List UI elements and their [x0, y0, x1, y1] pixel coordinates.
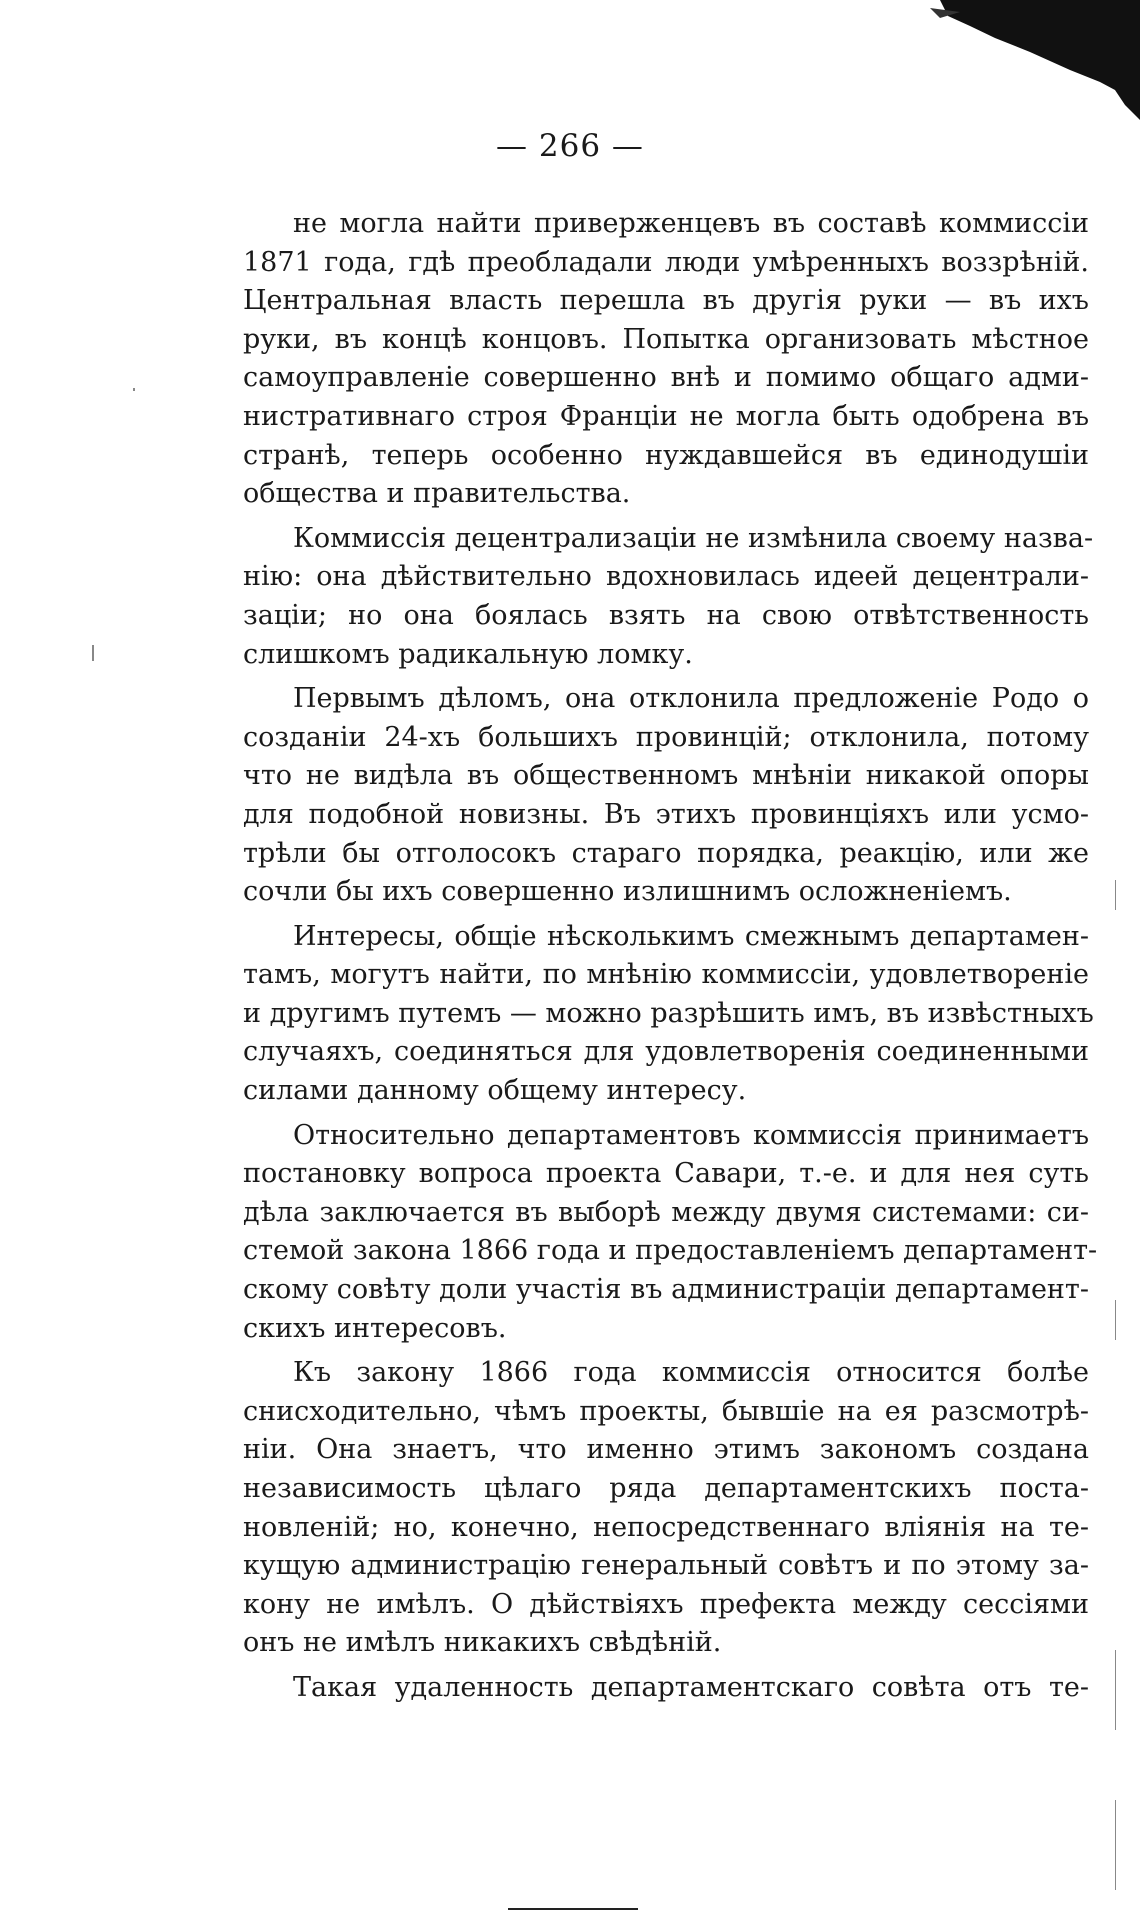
text-line: нію: она дѣйствительно вдохновилась идеей децентрали- — [243, 561, 1089, 593]
text-line: Къ закону 1866 года коммиссія относится болѣе — [293, 1357, 1089, 1389]
text-line: Первымъ дѣломъ, она отклонила предложеніе Родо о — [293, 683, 1089, 715]
page-number: — 266 — — [496, 128, 644, 164]
text-line: Такая удаленность департаментскаго совѣта отъ те- — [293, 1671, 1089, 1703]
scan-edge-artifact — [900, 0, 1140, 120]
text-line: новленій; но, конечно, непосредственнаго вліянія на те- — [243, 1511, 1089, 1543]
text-line: дѣла заключается въ выборѣ между двумя системами: си- — [243, 1196, 1089, 1228]
text-line: не могла найти приверженцевъ въ составѣ коммиссіи — [293, 208, 1089, 239]
text-line: кону не имѣлъ. О дѣйствіяхъ префекта между сессіями — [243, 1588, 1089, 1620]
text-line: снисходительно, чѣмъ проекты, бывшіе на ея разсмотрѣ- — [243, 1395, 1089, 1427]
text-line: Коммиссія децентрализаціи не измѣнила своему назва- — [293, 522, 1094, 554]
paragraph — [243, 520, 1094, 674]
margin-mark — [1115, 1300, 1116, 1340]
text-line: стемой закона 1866 года и предоставленіемъ департамент- — [243, 1235, 1098, 1267]
text-line: руки, въ концѣ концовъ. Попытка организовать мѣстное — [243, 323, 1089, 355]
text-line: что не видѣла въ общественномъ мнѣніи никакой опоры — [243, 760, 1089, 792]
paragraph — [243, 1669, 1089, 1708]
margin-mark — [1115, 880, 1116, 910]
text-line: онъ не имѣлъ никакихъ свѣдѣній. — [243, 1627, 722, 1659]
text-line: постановку вопроса проекта Савари, т.-е. и для нея суть — [243, 1158, 1089, 1190]
text-line: ніи. Она знаетъ, что именно этимъ закономъ создана — [243, 1434, 1089, 1466]
text-line: тамъ, могутъ найти, по мнѣнію коммиссіи, удовлетвореніе — [243, 959, 1089, 991]
text-line: заціи; но она боялась взять на свою отвѣтственность — [243, 599, 1089, 631]
text-line: и другимъ путемъ — можно разрѣшить имъ, въ извѣстныхъ — [243, 997, 1094, 1029]
paragraph — [243, 1117, 1098, 1349]
text-line: случаяхъ, соединяться для удовлетворенія соединенными — [243, 1036, 1089, 1068]
text-line: Относительно департаментовъ коммиссія принимаетъ — [293, 1119, 1089, 1151]
text-line: сочли бы ихъ совершенно излишнимъ осложненіемъ. — [243, 876, 1012, 908]
body-text — [243, 205, 1098, 1714]
text-line: силами данному общему интересу. — [243, 1075, 747, 1107]
text-line: независимость цѣлаго ряда департаментскихъ поста- — [243, 1473, 1089, 1504]
text-line: общества и правительства. — [243, 478, 631, 510]
text-line: Центральная власть перешла въ другія руки — въ ихъ — [243, 285, 1089, 317]
text-line: слишкомъ радикальную ломку. — [243, 638, 693, 670]
text-line: скому совѣту доли участія въ администраціи департамент- — [243, 1274, 1089, 1306]
paragraph — [243, 918, 1094, 1111]
footer-rule — [508, 1908, 638, 1910]
text-line: 1871 года, гдѣ преобладали люди умѣренныхъ воззрѣній. — [243, 246, 1089, 278]
margin-mark — [1115, 1650, 1116, 1730]
text-line: Интересы, общіе нѣсколькимъ смежнымъ департамен- — [293, 920, 1089, 952]
text-line: трѣли бы отголосокъ стараго порядка, реакцію, или же — [243, 837, 1089, 869]
paragraph — [243, 205, 1089, 514]
margin-mark — [92, 645, 94, 661]
text-line: странѣ, теперь особенно нуждавшейся въ единодушіи — [243, 439, 1089, 471]
margin-mark — [133, 388, 135, 391]
margin-mark — [1115, 1800, 1116, 1890]
text-line: нистративнаго строя Франціи не могла быть одобрена въ — [243, 400, 1089, 432]
text-line: кущую администрацію генеральный совѣтъ и по этому за- — [243, 1550, 1089, 1582]
text-line: самоуправленіе совершенно внѣ и помимо общаго адми- — [243, 362, 1089, 394]
text-line: скихъ интересовъ. — [243, 1312, 507, 1344]
text-line: для подобной новизны. Въ этихъ провинціяхъ или усмо- — [243, 798, 1089, 830]
paragraph — [243, 1354, 1089, 1663]
text-line: созданіи 24-хъ большихъ провинцій; отклонила, потому — [243, 721, 1089, 753]
paragraph — [243, 680, 1089, 912]
